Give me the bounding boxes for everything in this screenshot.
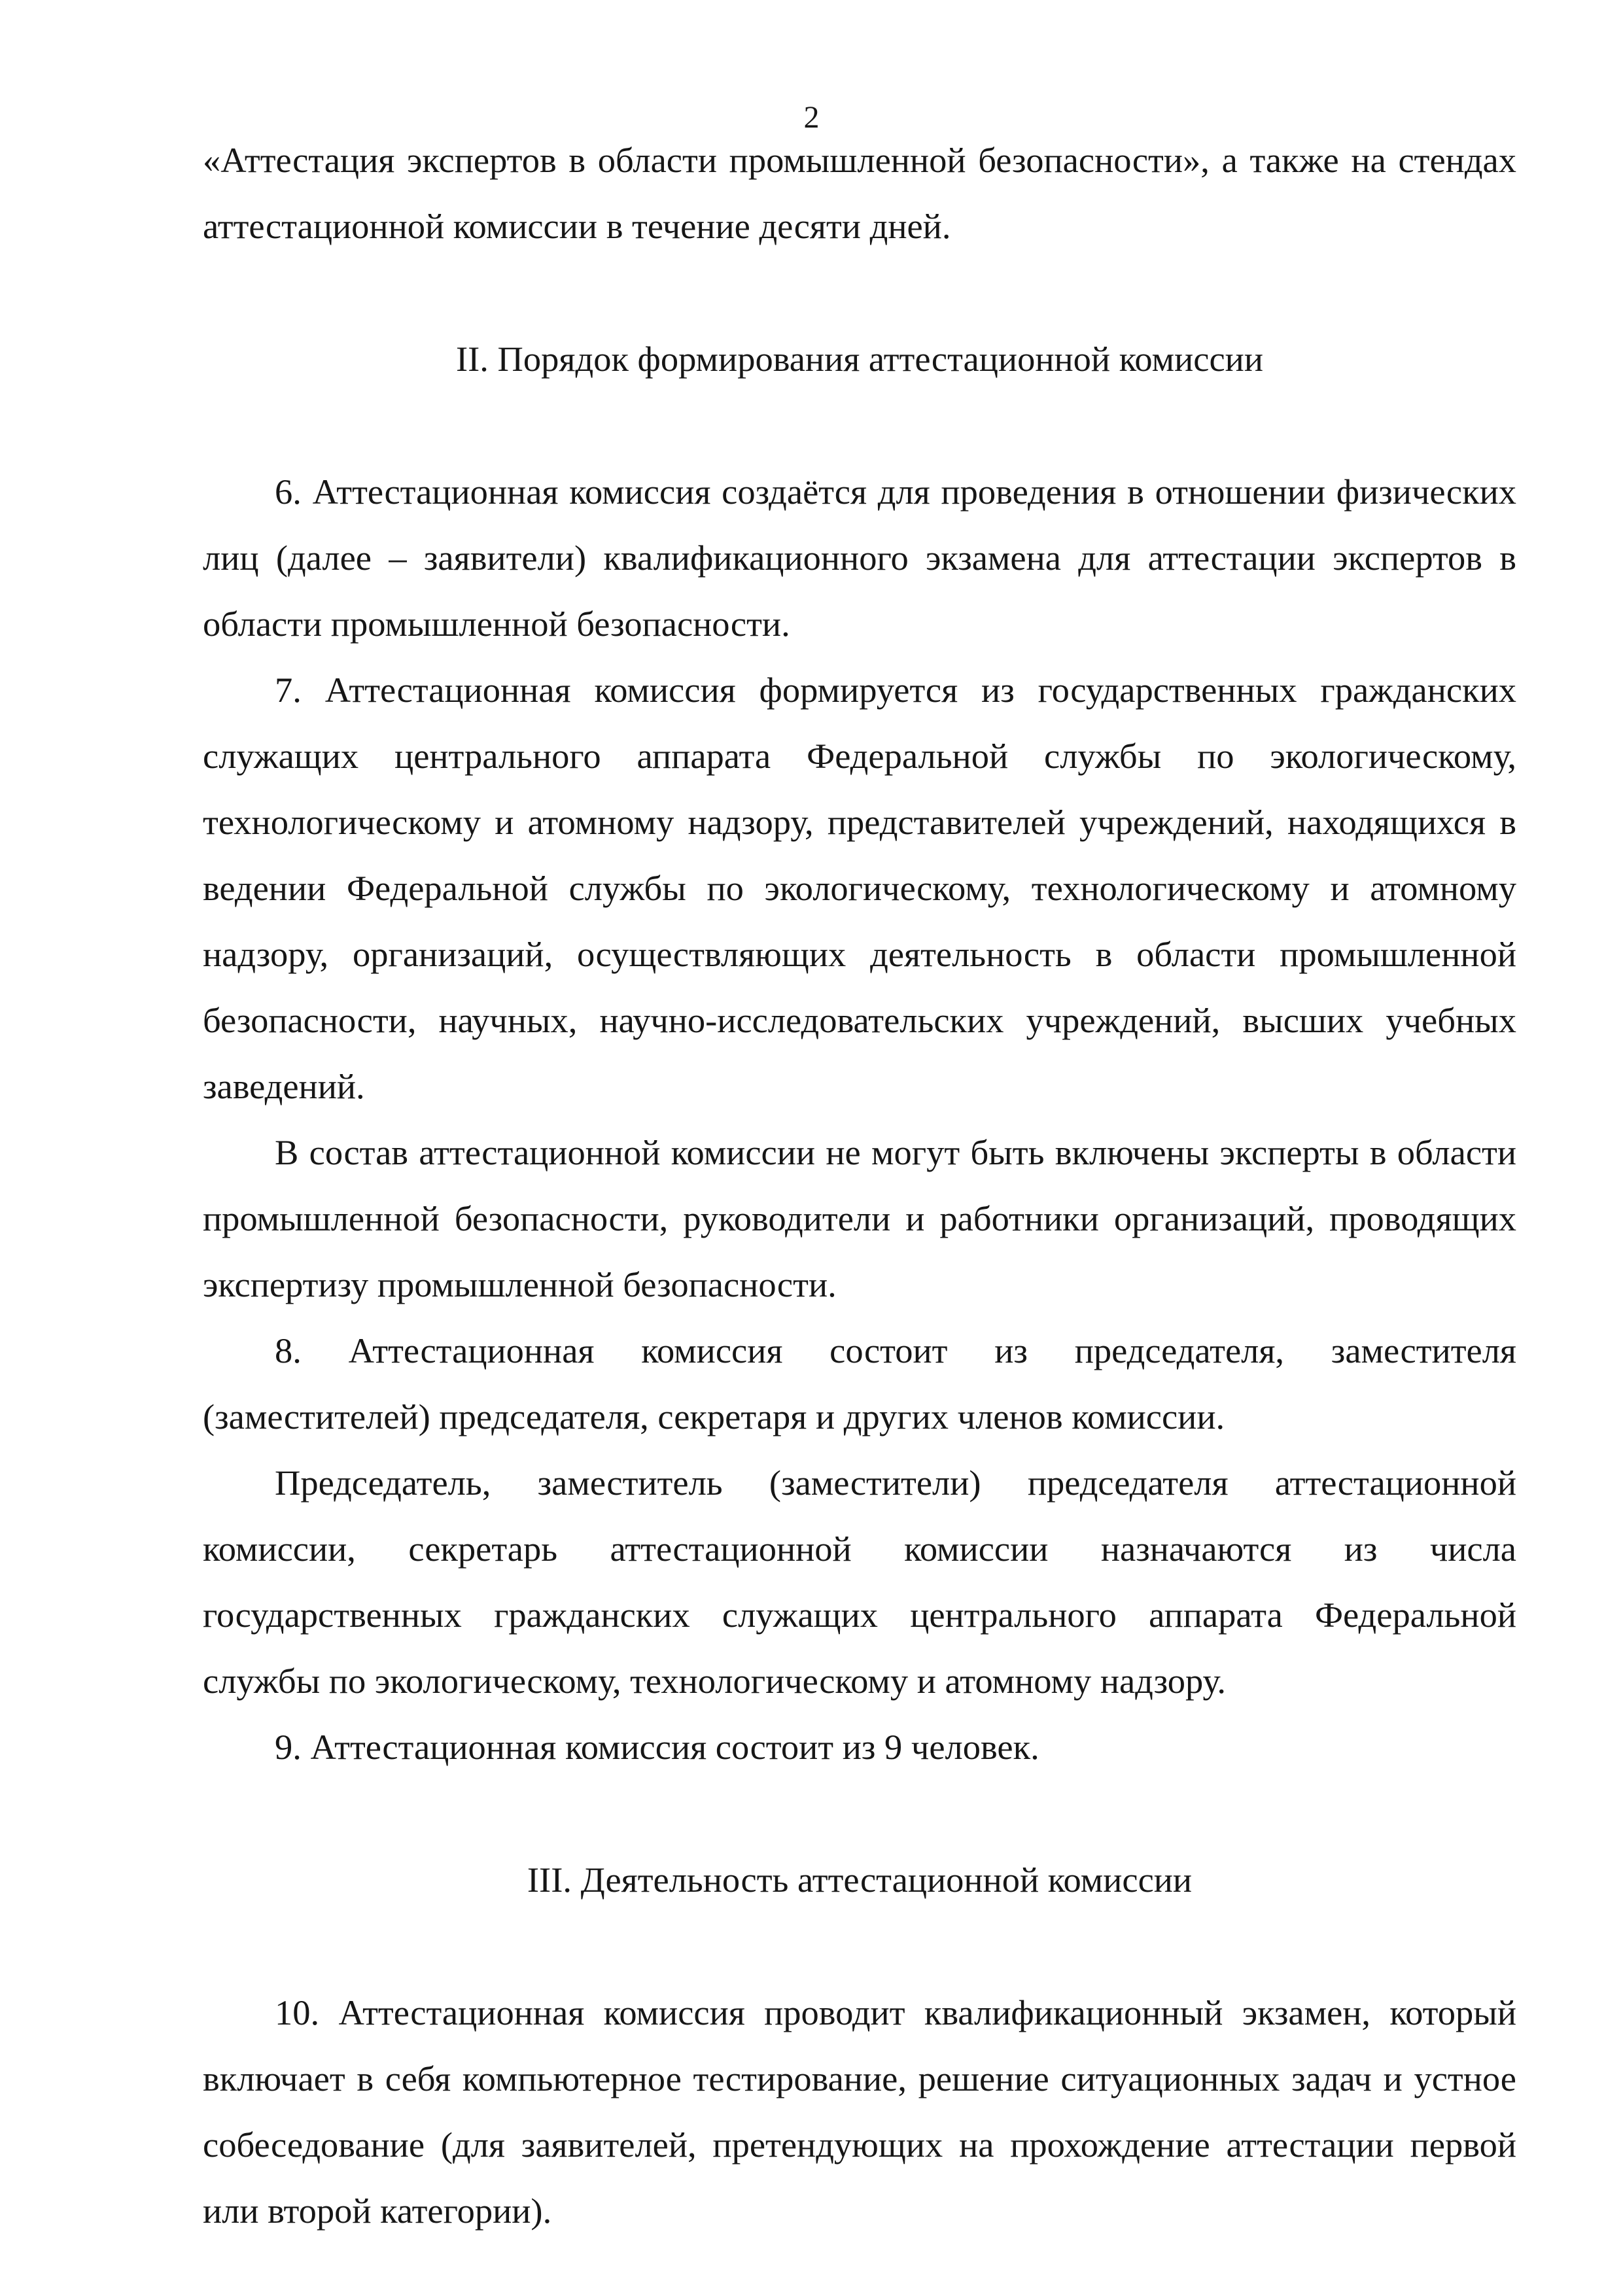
section-heading-2: II. Порядок формирования аттестационной комиссии [456, 339, 1263, 379]
section-heading-3: III. Деятельность аттестационной комиссии [527, 1860, 1193, 1900]
document-body [203, 127, 1516, 2244]
page-number: 2 [803, 100, 820, 135]
paragraph-item-10: 10. Аттестационная комиссия проводит квалификационный экзамен, который включает в себя компьютерное тестирование, решение ситуационных задач и устное собеседование (для заявителей, претендующих на прохождение аттестации первой или второй категории). [203, 1992, 1516, 2231]
paragraph-item-7: 7. Аттестационная комиссия формируется из государственных гражданских служащих центрального аппарата Федеральной службы по экологическому, технологическому и атомному надзору, представителей учреждений, находящихся в ведении Федеральной службы по экологическому, технологическому и атомному надзору, организаций, осуществляющих деятельность в области промышленной безопасности, научных, научно-исследовательских учреждений, высших учебных заведений. [203, 670, 1516, 1106]
paragraph-composition-restriction: В состав аттестационной комиссии не могут быть включены эксперты в области промышленной безопасности, руководители и работники организаций, проводящих экспертизу промышленной безопасности. [203, 1132, 1516, 1304]
paragraph-item-6: 6. Аттестационная комиссия создаётся для проведения в отношении физических лиц (далее – заявители) квалификационного экзамена для аттестации экспертов в области промышленной безопасности. [203, 472, 1516, 644]
paragraph-continued: «Аттестация экспертов в области промышленной безопасности», а также на стендах аттестационной комиссии в течение десяти дней. [203, 140, 1516, 246]
paragraph-item-9: 9. Аттестационная комиссия состоит из 9 человек. [275, 1727, 1039, 1767]
paragraph-chair-appointment: Председатель, заместитель (заместители) председателя аттестационной комиссии, секретарь аттестационной комиссии назначаются из числа государственных гражданских служащих центрального аппарата Федеральной службы по экологическому, технологическому и атомному надзору. [203, 1463, 1516, 1701]
paragraph-item-8: 8. Аттестационная комиссия состоит из председателя, заместителя (заместителей) председателя, секретаря и других членов комиссии. [203, 1331, 1516, 1436]
